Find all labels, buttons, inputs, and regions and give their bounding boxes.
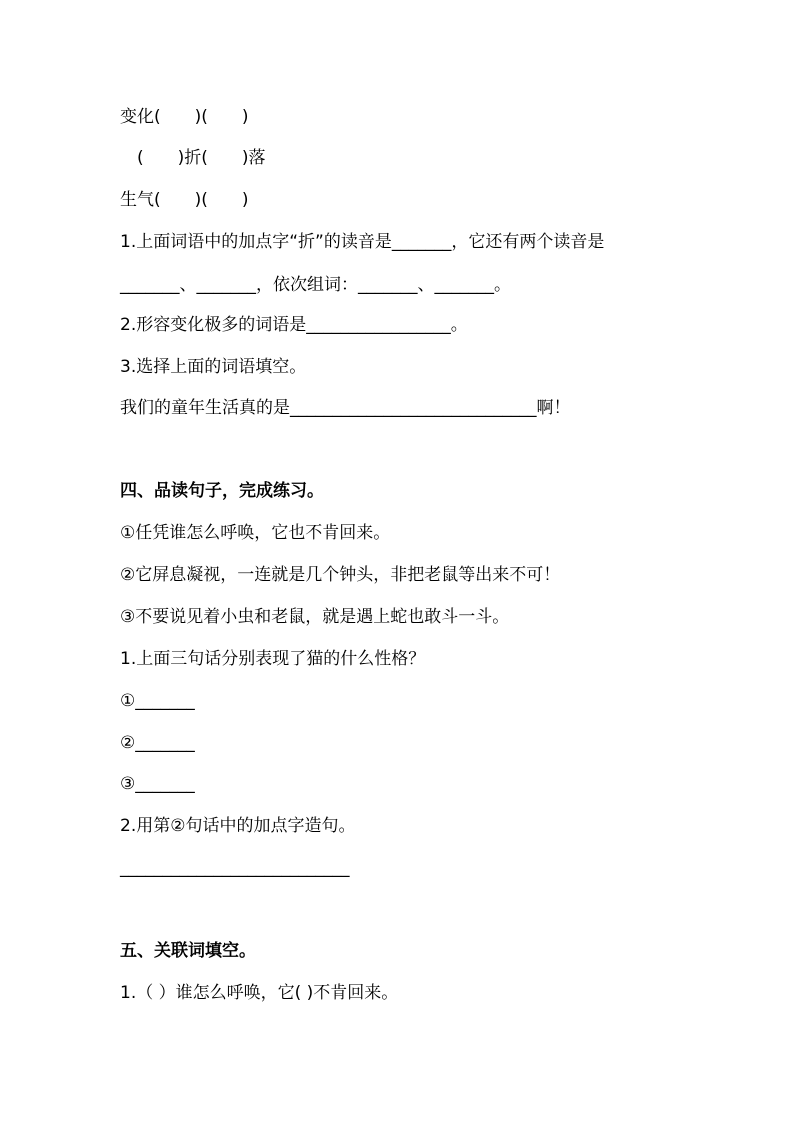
question-3-sentence: 我们的童年生活真的是_____________________________啊！ xyxy=(120,398,571,418)
word-row-1: 变化( )( ) xyxy=(120,107,249,127)
word-row-2: ( )折( )落 xyxy=(120,148,266,168)
section-4-sentence-1: ①任凭谁怎么呼唤，它也不肯回来。 xyxy=(120,523,391,543)
section-4-answer-3: ③_______ xyxy=(120,774,195,794)
word-row-3: 生气( )( ) xyxy=(120,190,249,210)
section-4-answer-line: ___________________________ xyxy=(120,858,350,878)
section-4-answer-2: ②_______ xyxy=(120,733,195,753)
section-4-sentence-2: ②它屏息凝视，一连就是几个钟头，非把老鼠等出来不可！ xyxy=(120,565,561,585)
question-2: 2.形容变化极多的词语是_________________。 xyxy=(120,315,468,335)
section-5-question-1: 1.（ ）谁怎么呼唤，它( )不肯回来。 xyxy=(120,983,399,1003)
section-4-heading: 四、品读句子，完成练习。 xyxy=(120,481,324,501)
section-4-answer-1: ①_______ xyxy=(120,691,195,711)
question-3: 3.选择上面的词语填空。 xyxy=(120,357,307,377)
section-4-question-1: 1.上面三句话分别表现了猫的什么性格？ xyxy=(120,649,426,669)
section-4-question-2: 2.用第②句话中的加点字造句。 xyxy=(120,816,356,836)
question-1-line-1: 1.上面词语中的加点字“折”的读音是_______，它还有两个读音是 xyxy=(120,232,605,252)
section-5-heading: 五、关联词填空。 xyxy=(120,941,256,961)
section-4-sentence-3: ③不要说见着小虫和老鼠，就是遇上蛇也敢斗一斗。 xyxy=(120,607,510,627)
question-1-line-2: _______、_______，依次组词：_______、_______。 xyxy=(120,275,511,295)
